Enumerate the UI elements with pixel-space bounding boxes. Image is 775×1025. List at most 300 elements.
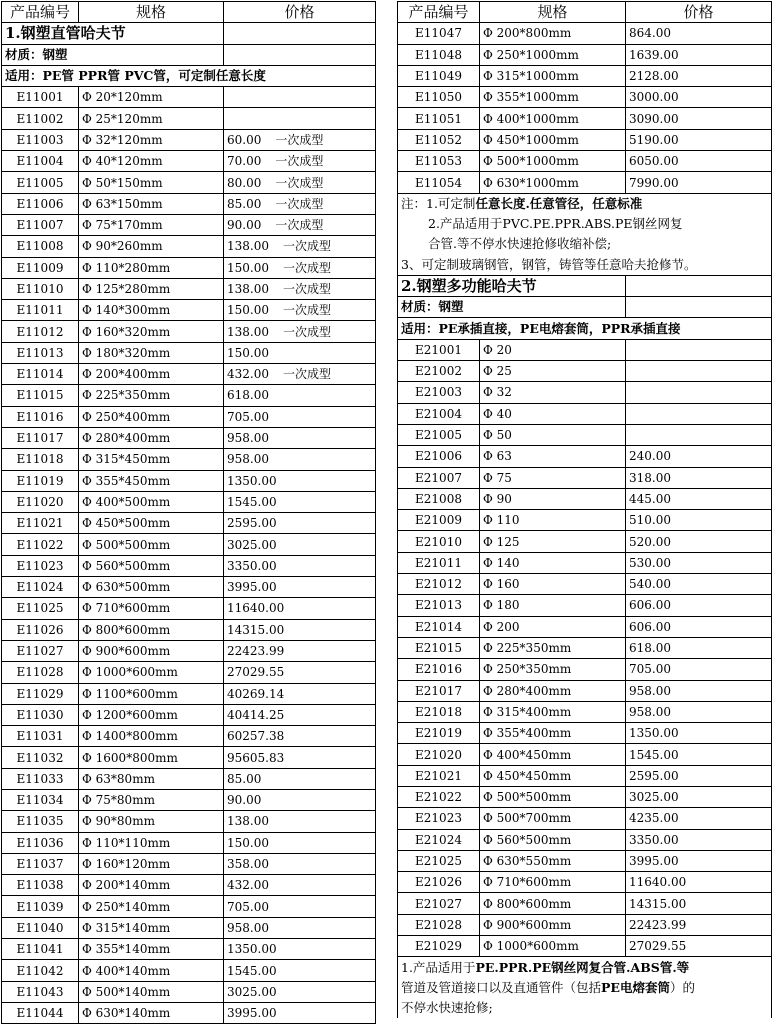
product-price-cell: [626, 403, 772, 424]
product-code: E21025: [398, 850, 480, 871]
product-price-cell: [224, 513, 376, 534]
product-spec: Φ 1100*600mm: [79, 683, 224, 704]
footnote-row: [398, 998, 772, 1018]
product-price: 4235.00: [629, 811, 679, 826]
product-price: 958.00: [227, 452, 269, 467]
product-code: E21004: [398, 403, 480, 424]
product-spec: Φ 90*80mm: [79, 811, 224, 832]
product-spec: Φ 710*600mm: [79, 598, 224, 619]
product-code: E11002: [2, 108, 79, 129]
product-code: E21013: [398, 595, 480, 616]
product-price: 3025.00: [629, 790, 679, 805]
product-code: E11038: [2, 875, 79, 896]
product-code: E11021: [2, 513, 79, 534]
product-price: 40269.14: [227, 686, 285, 701]
product-spec: Φ 900*600mm: [79, 640, 224, 661]
product-spec: Φ 500*500mm: [480, 786, 626, 807]
product-spec: Φ 40*120mm: [79, 151, 224, 172]
product-price: 95605.83: [227, 750, 285, 765]
product-price: 864.00: [629, 26, 671, 41]
table-row: [398, 829, 772, 850]
product-code: E11041: [2, 939, 79, 960]
product-price: 3025.00: [227, 537, 277, 552]
product-spec: Φ 180*320mm: [79, 342, 224, 363]
molding-note: 一次成型: [283, 260, 332, 275]
product-price-cell: [626, 108, 772, 129]
product-price-cell: [224, 768, 376, 789]
product-price-cell: [626, 151, 772, 172]
table-row: [398, 403, 772, 424]
product-spec: Φ 400*500mm: [79, 491, 224, 512]
product-spec: Φ 280*400mm: [480, 680, 626, 701]
product-spec: Φ 900*600mm: [480, 914, 626, 935]
product-code: E11035: [2, 811, 79, 832]
section-title: 2.钢塑多功能哈夫节: [398, 275, 626, 296]
table-row: [398, 531, 772, 552]
product-price-cell: [224, 491, 376, 512]
product-price-cell: [224, 619, 376, 640]
product-price-cell: [626, 87, 772, 108]
product-spec: Φ 75*170mm: [79, 214, 224, 235]
product-code: E21007: [398, 467, 480, 488]
product-spec: Φ 50: [480, 424, 626, 445]
product-price-cell: [626, 424, 772, 445]
table-row: [2, 555, 376, 576]
product-spec: Φ 280*400mm: [79, 427, 224, 448]
foot1-bold: PE.PPR.PE钢丝网复合管.ABS管.等: [475, 959, 690, 975]
usage-row: [2, 65, 376, 86]
product-code: E21029: [398, 936, 480, 957]
product-code: E21028: [398, 914, 480, 935]
product-code: E11016: [2, 406, 79, 427]
product-code: E11008: [2, 236, 79, 257]
product-price-cell: [224, 342, 376, 363]
table-row: [398, 616, 772, 637]
product-price-cell: [224, 193, 376, 214]
product-price: 3090.00: [629, 111, 679, 126]
product-spec: Φ 450*1000mm: [480, 129, 626, 150]
table-row: [398, 129, 772, 150]
note-row: [398, 214, 772, 234]
section-title-row: [398, 275, 772, 296]
product-price-cell: [626, 488, 772, 509]
product-price: 705.00: [227, 899, 269, 914]
product-price-cell: [224, 534, 376, 555]
product-spec: Φ 630*1000mm: [480, 172, 626, 193]
product-price: 90.00: [227, 218, 262, 233]
product-price: 958.00: [227, 920, 269, 935]
product-price: 150.00: [227, 260, 269, 275]
product-price: 1545.00: [629, 747, 679, 762]
table-row: [2, 811, 376, 832]
product-code: E11019: [2, 470, 79, 491]
product-price: 6050.00: [629, 154, 679, 169]
product-spec: Φ 140: [480, 552, 626, 573]
product-code: E11049: [398, 65, 480, 86]
product-code: E11015: [2, 385, 79, 406]
product-code: E11024: [2, 577, 79, 598]
note-row: [398, 255, 772, 276]
product-price-cell: [224, 385, 376, 406]
product-code: E21027: [398, 893, 480, 914]
table-row: [398, 108, 772, 129]
table-row: [398, 552, 772, 573]
product-price: 22423.99: [629, 917, 687, 932]
header-price: 价格: [626, 2, 772, 23]
product-price-cell: [224, 406, 376, 427]
header-code: 产品编号: [2, 2, 79, 23]
product-spec: Φ 32*120mm: [79, 129, 224, 150]
product-price: 432.00: [227, 367, 269, 382]
table-row: [2, 981, 376, 1002]
left-price-sheet: [1, 1, 375, 1024]
table-row: [2, 300, 376, 321]
product-price-cell: [224, 87, 376, 108]
product-code: E11013: [2, 342, 79, 363]
product-code: E11031: [2, 726, 79, 747]
table-row: [2, 726, 376, 747]
product-price-cell: [224, 789, 376, 810]
table-row: [398, 680, 772, 701]
product-spec: Φ 200*800mm: [480, 23, 626, 44]
product-spec: Φ 450*450mm: [480, 765, 626, 786]
table-row: [398, 44, 772, 65]
product-code: E11006: [2, 193, 79, 214]
table-row: [398, 382, 772, 403]
product-price: 3000.00: [629, 90, 679, 105]
product-price-cell: [224, 300, 376, 321]
product-price-cell: [224, 960, 376, 981]
product-code: E11018: [2, 449, 79, 470]
product-code: E21009: [398, 510, 480, 531]
product-spec: Φ 110*110mm: [79, 832, 224, 853]
product-code: E21008: [398, 488, 480, 509]
product-spec: Φ 200*400mm: [79, 364, 224, 385]
product-code: E11054: [398, 172, 480, 193]
product-price-cell: [224, 129, 376, 150]
product-code: E11025: [2, 598, 79, 619]
left-table: [1, 1, 376, 1024]
product-spec: Φ 315*400mm: [480, 701, 626, 722]
footnote-row: [398, 978, 772, 998]
product-code: E11047: [398, 23, 480, 44]
product-price: 958.00: [629, 683, 671, 698]
footnote-row: [398, 957, 772, 978]
table-row: [2, 427, 376, 448]
product-spec: Φ 500*140mm: [79, 981, 224, 1002]
product-price-cell: [224, 683, 376, 704]
product-spec: Φ 400*450mm: [480, 744, 626, 765]
product-price: 27029.55: [227, 665, 285, 680]
product-price-cell: [626, 808, 772, 829]
product-price-cell: [224, 449, 376, 470]
table-row: [398, 446, 772, 467]
product-spec: Φ 1200*600mm: [79, 704, 224, 725]
product-spec: Φ 500*700mm: [480, 808, 626, 829]
usage-row: [398, 318, 772, 339]
molding-note: 一次成型: [283, 239, 332, 254]
product-code: E11032: [2, 747, 79, 768]
product-price: 318.00: [629, 470, 671, 485]
product-spec: Φ 630*500mm: [79, 577, 224, 598]
product-spec: Φ 1000*600mm: [79, 662, 224, 683]
product-price: 11640.00: [227, 601, 285, 616]
table-row: [2, 960, 376, 981]
product-price: 40414.25: [227, 707, 285, 722]
product-spec: Φ 25: [480, 361, 626, 382]
product-price-cell: [224, 257, 376, 278]
product-code: E21019: [398, 723, 480, 744]
product-price-cell: [224, 640, 376, 661]
product-spec: Φ 110: [480, 510, 626, 531]
table-row: [2, 172, 376, 193]
product-spec: Φ 315*1000mm: [480, 65, 626, 86]
product-price: 432.00: [227, 878, 269, 893]
product-spec: Φ 63*150mm: [79, 193, 224, 214]
header-row: [2, 2, 376, 23]
product-price: 958.00: [629, 704, 671, 719]
table-row: [398, 151, 772, 172]
product-price: 3995.00: [227, 580, 277, 595]
foot2-suffix: ）的: [669, 979, 695, 995]
product-spec: Φ 630*140mm: [79, 1002, 224, 1023]
product-spec: Φ 450*500mm: [79, 513, 224, 534]
product-spec: Φ 75: [480, 467, 626, 488]
product-price-cell: [224, 875, 376, 896]
table-row: [2, 768, 376, 789]
product-price: 22423.99: [227, 644, 285, 659]
product-code: E11042: [2, 960, 79, 981]
table-row: [398, 65, 772, 86]
product-spec: Φ 355*1000mm: [480, 87, 626, 108]
product-spec: Φ 315*140mm: [79, 917, 224, 938]
note-row: [398, 193, 772, 214]
product-price: 1639.00: [629, 47, 679, 62]
table-row: [398, 637, 772, 658]
product-price: 958.00: [227, 431, 269, 446]
product-price: 138.00: [227, 324, 269, 339]
product-price-cell: [626, 23, 772, 44]
product-price: 60.00: [227, 132, 262, 147]
product-price-cell: [626, 510, 772, 531]
product-price: 11640.00: [629, 875, 687, 890]
product-code: E11010: [2, 278, 79, 299]
product-price-cell: [626, 552, 772, 573]
product-code: E11009: [2, 257, 79, 278]
product-price-cell: [626, 382, 772, 403]
product-price: 445.00: [629, 491, 671, 506]
product-spec: Φ 160*120mm: [79, 853, 224, 874]
product-price: 2595.00: [227, 516, 277, 531]
foot2-bold: PE电熔套筒: [601, 979, 670, 995]
product-spec: Φ 630*550mm: [480, 850, 626, 871]
table-row: [398, 574, 772, 595]
product-price-cell: [626, 701, 772, 722]
table-row: [2, 640, 376, 661]
product-spec: Φ 200*140mm: [79, 875, 224, 896]
product-code: E21017: [398, 680, 480, 701]
table-row: [398, 936, 772, 957]
product-price: 618.00: [629, 641, 671, 656]
product-price-cell: [626, 531, 772, 552]
usage-label: 适用：PE承插直接，PE电熔套筒，PPR承插直接: [398, 318, 772, 339]
product-spec: Φ 180: [480, 595, 626, 616]
foot2-prefix: 管道及管道接口以及直通管件（包括: [401, 979, 602, 995]
product-price-cell: [224, 236, 376, 257]
product-code: E11036: [2, 832, 79, 853]
table-row: [398, 424, 772, 445]
header-price: 价格: [224, 2, 376, 23]
table-row: [398, 808, 772, 829]
product-price: 150.00: [227, 835, 269, 850]
product-code: E11004: [2, 151, 79, 172]
product-price-cell: [626, 65, 772, 86]
product-spec: Φ 1400*800mm: [79, 726, 224, 747]
material-row: [398, 297, 772, 318]
product-spec: Φ 32: [480, 382, 626, 403]
product-price-cell: [626, 361, 772, 382]
note3: 3、可定制玻璃钢管，钢管，铸管等任意哈夫抢修节。: [398, 255, 772, 276]
product-spec: Φ 400*1000mm: [480, 108, 626, 129]
product-code: E11005: [2, 172, 79, 193]
product-price: 1350.00: [629, 726, 679, 741]
product-price-cell: [224, 726, 376, 747]
product-price: 520.00: [629, 534, 671, 549]
table-row: [2, 598, 376, 619]
product-price: 705.00: [227, 409, 269, 424]
product-price-cell: [224, 896, 376, 917]
product-price-cell: [626, 339, 772, 360]
product-spec: Φ 140*300mm: [79, 300, 224, 321]
product-price-cell: [224, 939, 376, 960]
table-row: [2, 917, 376, 938]
foot1-prefix: 1.产品适用于: [401, 959, 476, 975]
molding-note: 一次成型: [283, 367, 332, 382]
product-code: E11030: [2, 704, 79, 725]
product-price: 70.00: [227, 154, 262, 169]
table-row: [398, 914, 772, 935]
product-code: E11020: [2, 491, 79, 512]
product-code: E11023: [2, 555, 79, 576]
table-row: [2, 193, 376, 214]
section-title: 1.钢塑直管哈夫节: [2, 23, 224, 44]
table-row: [398, 701, 772, 722]
table-row: [2, 704, 376, 725]
product-code: E11037: [2, 853, 79, 874]
product-spec: Φ 710*600mm: [480, 872, 626, 893]
product-price-cell: [626, 765, 772, 786]
table-row: [2, 449, 376, 470]
table-row: [2, 534, 376, 555]
product-price-cell: [224, 577, 376, 598]
product-code: E21012: [398, 574, 480, 595]
product-price: 138.00: [227, 814, 269, 829]
note2a: 2.产品适用于PVC.PE.PPR.ABS.PE钢丝网复: [398, 214, 772, 234]
product-code: E21011: [398, 552, 480, 573]
product-price: 358.00: [227, 857, 269, 872]
product-price-cell: [626, 659, 772, 680]
table-row: [2, 662, 376, 683]
product-spec: Φ 200: [480, 616, 626, 637]
product-code: E11033: [2, 768, 79, 789]
product-spec: Φ 355*140mm: [79, 939, 224, 960]
product-price: 510.00: [629, 513, 671, 528]
table-row: [398, 893, 772, 914]
table-row: [2, 214, 376, 235]
product-code: E21023: [398, 808, 480, 829]
product-code: E11017: [2, 427, 79, 448]
product-code: E11044: [2, 1002, 79, 1023]
product-price-cell: [626, 850, 772, 871]
product-code: E11014: [2, 364, 79, 385]
product-code: E21002: [398, 361, 480, 382]
product-spec: Φ 355*450mm: [79, 470, 224, 491]
product-spec: Φ 20*120mm: [79, 87, 224, 108]
product-code: E11050: [398, 87, 480, 108]
product-spec: Φ 250*140mm: [79, 896, 224, 917]
section-title-row: [2, 23, 376, 44]
product-price-cell: [626, 786, 772, 807]
product-price-cell: [224, 470, 376, 491]
product-price-cell: [626, 467, 772, 488]
product-price: 60257.38: [227, 729, 285, 744]
product-spec: Φ 250*1000mm: [480, 44, 626, 65]
table-row: [398, 872, 772, 893]
header-spec: 规格: [79, 2, 224, 23]
material-label: 材质：钢塑: [398, 297, 626, 318]
product-price-cell: [224, 981, 376, 1002]
product-price-cell: [626, 129, 772, 150]
product-price-cell: [626, 744, 772, 765]
table-row: [2, 491, 376, 512]
product-price-cell: [626, 872, 772, 893]
product-price-cell: [626, 446, 772, 467]
product-spec: Φ 560*500mm: [480, 829, 626, 850]
table-row: [2, 896, 376, 917]
table-row: [398, 595, 772, 616]
product-price: 2595.00: [629, 768, 679, 783]
product-price-cell: [626, 936, 772, 957]
product-code: E11028: [2, 662, 79, 683]
molding-note: 一次成型: [283, 324, 332, 339]
product-price-cell: [224, 747, 376, 768]
product-code: E21014: [398, 616, 480, 637]
product-price-cell: [626, 893, 772, 914]
product-code: E11022: [2, 534, 79, 555]
product-price-cell: [224, 172, 376, 193]
product-spec: Φ 90*260mm: [79, 236, 224, 257]
table-row: [2, 470, 376, 491]
product-code: E11026: [2, 619, 79, 640]
table-row: [2, 87, 376, 108]
table-row: [398, 488, 772, 509]
product-price-cell: [626, 595, 772, 616]
table-row: [398, 23, 772, 44]
molding-note: 一次成型: [283, 303, 332, 318]
material-label: 材质：钢塑: [2, 44, 224, 65]
right-table: [397, 1, 772, 1018]
table-row: [398, 87, 772, 108]
note-row: [398, 234, 772, 254]
product-price: 90.00: [227, 793, 262, 808]
product-spec: Φ 125: [480, 531, 626, 552]
product-code: E21005: [398, 424, 480, 445]
note1-prefix: 注：1.可定制: [401, 195, 476, 211]
product-price-cell: [224, 811, 376, 832]
product-price-cell: [626, 723, 772, 744]
table-row: [398, 361, 772, 382]
table-row: [398, 765, 772, 786]
